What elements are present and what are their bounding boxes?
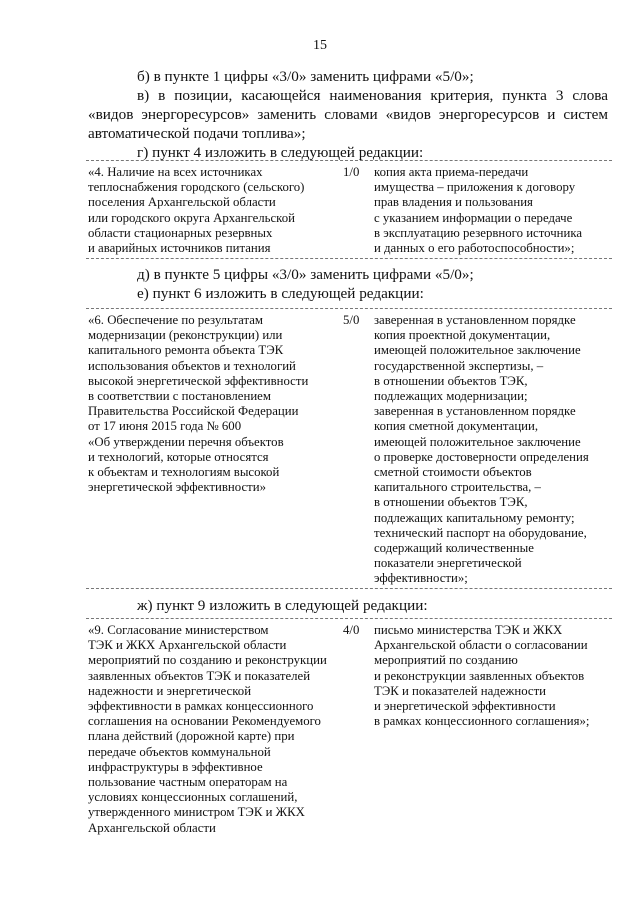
item-g: г) пункт 4 изложить в следующей редакции: — [137, 144, 424, 161]
criterion-cell: «6. Обеспечение по результатам модернизации (реконструкции) или капитального ремонта объекта ТЭК использования объектов и технологий высокой энергетической эффективности в соответствии с постановлением Правительства Российской Федерации от 17 июня 2015 года № 600 «Об утверждении перечня объектов и технологий, которые относятся к объектам и технологиям высокой энергетической эффективности» — [88, 313, 309, 495]
page-number: 15 — [313, 38, 327, 53]
rule-table6-top — [86, 308, 612, 309]
score-cell: 4/0 — [343, 623, 360, 637]
rule-table4-bottom — [86, 258, 612, 259]
criterion-cell: «9. Согласование министерством ТЭК и ЖКХ Архангельской области мероприятий по созданию и реконструкции заявленных объектов ТЭК и показателей надежности и энергетической эффективности в рамках концессионного соглашения на основании Рекомендуемого плана действий (дорожной карте) при передаче объектов коммунальной инфраструктуры в эффективное пользование частным операторам на условиях концессионных соглашений, утвержденного министром ТЭК и ЖКХ Архангельской области — [88, 623, 327, 835]
rule-table9-top — [86, 618, 612, 619]
item-zh: ж) пункт 9 изложить в следующей редакции: — [137, 597, 428, 614]
item-v: в) в позиции, касающейся наименования критерия, пункта 3 слова — [137, 87, 608, 104]
document-cell: заверенная в установленном порядке копия проектной документации, имеющей положительное заключение государственной экспертизы, – в отношении объектов ТЭК, подлежащих модернизации; заверенная в установленном порядке копия сметной документации, имеющей положительное заключение о проверке достоверности определения сметной стоимости объектов капитального строительства, – в отношении объектов ТЭК, подлежащих капитальному ремонту; технический паспорт на оборудование, содержащий количественные показатели энергетической эффективности»; — [374, 313, 589, 586]
item-v-line-2: «видов энергоресурсов» заменить словами «видов энергоресурсов и систем — [88, 106, 608, 123]
item-d: д) в пункте 5 цифры «3/0» заменить цифрами «5/0»; — [137, 266, 474, 283]
rule-table6-bottom — [86, 588, 612, 589]
score-cell: 5/0 — [343, 313, 360, 327]
criterion-cell: «4. Наличие на всех источниках теплоснабжения городского (сельского) поселения Архангельской области или городского округа Архангельской области стационарных резервных и аварийных источников питания — [88, 165, 305, 256]
document-cell: письмо министерства ТЭК и ЖКХ Архангельской области о согласовании мероприятий по созданию и реконструкции заявленных объектов ТЭК и показателей надежности и энергетической эффективности в рамках концессионного соглашения»; — [374, 623, 590, 729]
item-b: б) в пункте 1 цифры «3/0» заменить цифрами «5/0»; — [137, 68, 474, 85]
document-cell: копия акта приема-передачи имущества – приложения к договору прав владения и пользования с указанием информации о передаче в эксплуатацию резервного источника и данных о его работоспособности»; — [374, 165, 583, 256]
score-cell: 1/0 — [343, 165, 360, 179]
item-e: е) пункт 6 изложить в следующей редакции: — [137, 285, 424, 302]
rule-table4-top — [86, 160, 612, 161]
item-v-line-3: автоматической подачи топлива»; — [88, 125, 306, 142]
